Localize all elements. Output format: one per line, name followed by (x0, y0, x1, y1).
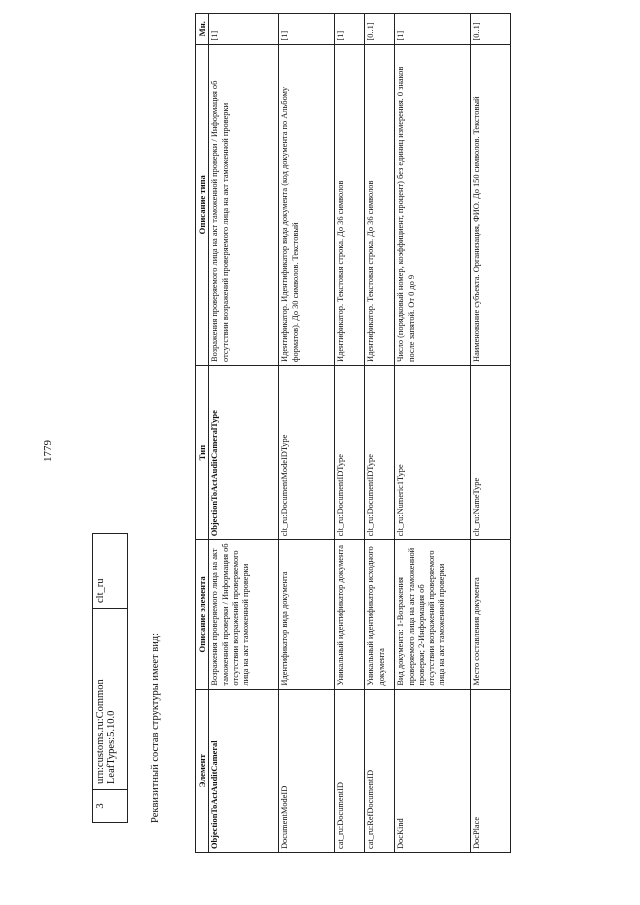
col-header-type-desc: Описание типа (196, 44, 209, 365)
col-header-element: Элемент (196, 689, 209, 852)
cell-type-desc: Идентификатор. Текстовая строка. До 36 символов (335, 44, 365, 365)
page-number: 1779 (42, 440, 54, 462)
namespace-table (92, 533, 128, 823)
cell-type: clt_ru:DocumentIDType (365, 365, 395, 539)
cell-type-desc: Число (порядковый номер, коэффициент, процент) без единиц измерения. 0 знаков после запятой. От 0 до 9 (395, 44, 471, 365)
col-header-type: Тип (196, 365, 209, 539)
cell-element: DocPlace (471, 689, 511, 852)
cell-type: clt_ru:DocumentModeIDType (279, 365, 335, 539)
header-row (196, 14, 209, 853)
cell-type: clt_ru:NameType (471, 365, 511, 539)
namespace-number: 3 (93, 790, 128, 823)
table-row (471, 14, 511, 853)
cell-element: DocumentModeID (279, 689, 335, 852)
table-row (395, 14, 471, 853)
cell-mult: [1] (209, 14, 279, 45)
cell-mult: [1] (395, 14, 471, 45)
col-header-element-desc: Описание элемента (196, 540, 209, 689)
col-header-mult: Мн. (196, 14, 209, 45)
cell-element-desc: Вид документа: 1-Возражения проверяемого лица на акт таможенной проверки; 2-Информация об отсутствии возражений проверяемого лица на акт таможенной проверки (395, 540, 471, 689)
cell-mult: [1] (279, 14, 335, 45)
cell-mult: [0..1] (365, 14, 395, 45)
cell-type-desc: Идентификатор. Идентификатор вида документа (код документа по Альбому форматов). До 30 символов. Текстовый (279, 44, 335, 365)
table-row (209, 14, 279, 853)
cell-element-desc: Уникальный идентификатор документа (335, 540, 365, 689)
cell-element-desc: Возражения проверяемого лица на акт таможенной проверки / Информация об отсутствии возражений проверяемого лица на акт таможенной проверки (209, 540, 279, 689)
cell-element: cat_ru:DocumentID (335, 689, 365, 852)
cell-element-desc: Идентификатор вида документа (279, 540, 335, 689)
cell-type: clt_ru:DocumentIDType (335, 365, 365, 539)
cell-type: clt_ru:Numeric1Type (395, 365, 471, 539)
cell-element: ObjectionToActAuditCameral (209, 689, 279, 852)
namespace-uri: urn:customs.ru:Common LeafTypes:5.10.0 (93, 609, 128, 790)
cell-element: cat_ru:RefDocumentID (365, 689, 395, 852)
cell-element-desc: Уникальный идентификатор исходного документа (365, 540, 395, 689)
structure-caption: Реквизитный состав структуры имеет вид: (150, 632, 161, 823)
table-row (365, 14, 395, 853)
structure-table (195, 13, 511, 853)
cell-mult: [1] (335, 14, 365, 45)
cell-type: ObjectionToActAuditCameralType (209, 365, 279, 539)
table-row (279, 14, 335, 853)
cell-mult: [0..1] (471, 14, 511, 45)
cell-element-desc: Место составления документа (471, 540, 511, 689)
namespace-row (93, 534, 128, 823)
cell-type-desc: Идентификатор. Текстовая строка. До 36 символов (365, 44, 395, 365)
table-row (335, 14, 365, 853)
cell-element: DocKind (395, 689, 471, 852)
cell-type-desc: Наименование субъекта. Организация, ФИО. До 150 символов. Текстовый (471, 44, 511, 365)
cell-type-desc: Возражения проверяемого лица на акт таможенной проверки / Информация об отсутствии возражений проверяемого лица на акт таможенной проверки (209, 44, 279, 365)
namespace-prefix: clt_ru (93, 534, 128, 609)
